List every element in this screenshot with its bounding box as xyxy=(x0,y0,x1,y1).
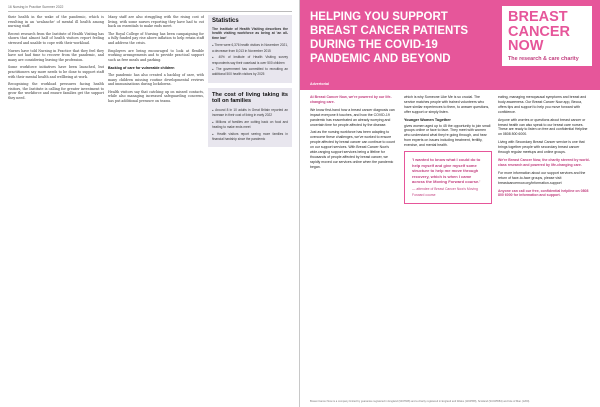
advert-column-3 xyxy=(498,95,590,395)
right-page xyxy=(300,0,600,407)
cost-of-living-box xyxy=(208,88,292,148)
paragraph: eating, managing menopausal symptoms and breast and body awareness. Our Breast Cancer Now app, Becca, offers tips and support to help you move forward with confidence. xyxy=(498,95,587,114)
paragraph: gives women aged up to 45 the opportunity to join small groups online or face to face. They meet with women who understand what they're going through, and hear from experts on issues including treatment, fertility, exercise, and mental health. xyxy=(404,123,491,148)
quote-citation: — attendee of Breast Cancer Now's Moving Forward course xyxy=(412,187,478,197)
cta-heading: We're Breast Cancer Now, the charity steered by world-class research and powered by life-changing care. xyxy=(498,157,590,167)
logo-tagline: The research & care charity xyxy=(508,55,579,62)
paragraph: Recent research from the Institute of Health Visiting has shown that almost half of health visitors report feeling stressed and unable to cope with their workload. xyxy=(8,31,104,45)
paragraph: Recognising the workload pressures facing health visitors, the Institute is calling for greater investment to grow the workforce and ensure families get the support they need. xyxy=(8,82,104,100)
article-column-2 xyxy=(108,15,204,399)
list-item: ● There were 6,376 health visitors in November 2021, a decrease from 8,013 in November 2015 xyxy=(212,43,288,53)
statistics-title: Statistics xyxy=(212,18,239,24)
list-item: ● 40% of Institute of Health Visiting survey respondents say their caseload is over 500 children xyxy=(212,55,288,65)
advert-column-2 xyxy=(404,95,492,395)
list-item: ● The government has committed to recruiting an additional 500 health visitors by 2025 xyxy=(212,67,288,77)
page-folio: 16 Nursing in Practice Summer 2022 xyxy=(8,5,64,9)
paragraph: The Royal College of Nursing has been campaigning for a fully funded pay rise above inflation to help retain staff and address the crisis. xyxy=(108,31,204,45)
paragraph: Many staff are also struggling with the rising cost of living, with some nurses reporting they have had to cut back on essentials to make ends meet. xyxy=(108,15,204,29)
paragraph: The pandemic has also created a backlog of care, with many children missing routine developmental reviews and immunisations during lockdowns. xyxy=(108,72,204,87)
statistics-box xyxy=(208,15,292,83)
cost-of-living-list xyxy=(212,108,288,141)
list-item: ● Around 8 in 10 adults in Great Britain reported an increase in their cost of living in early 2022 xyxy=(212,108,288,118)
paragraph: Employers are being encouraged to look at flexible working arrangements and to provide practical support such as free meals and parking. xyxy=(108,48,204,62)
cost-of-living-title: The cost of living taking its toll on families xyxy=(212,91,288,105)
logo-wordmark: BREAST CANCER NOW xyxy=(508,9,571,54)
paragraph: Nurses have told Nursing in Practice that they feel they have not had time to recover from the pandemic, and many are considering leaving the profession. xyxy=(8,48,104,62)
brand-logo xyxy=(502,6,592,66)
statistics-subtitle: The Institute of Health Visiting describes the health visiting workforce as being at 'an all-time low' xyxy=(212,26,288,40)
sidebar-column xyxy=(208,15,292,399)
paragraph: Anyone with worries or questions about breast cancer or breast health can also speak to our breast care nurses. These are ready to listen on free and confidential Helpline on 0808 800 6000. xyxy=(498,117,588,137)
paragraph: Just as the nursing workforce has been adapting to overcome these challenges, we've worked to ensure people affected by breast cancer can continue to count on our support services. With Breast Cancer Now's wide-ranging support services being a lifeline for thousands of people affected by breast cancer, we rapidly moved our services online when the pandemic began. xyxy=(310,130,395,169)
quote-text: 'I wanted to know what I could do to help myself and give myself some structure to help me move through recovery, which is when I came across the Moving Forward course.' xyxy=(412,157,481,185)
pull-quote xyxy=(404,151,492,204)
lead-paragraph: At Breast Cancer Now, we're powered by our life-changing care. xyxy=(310,95,392,104)
cta-body[interactable]: For more information about our support services and the return of face-to-face groups, please visit breastcancernow.org/information-support xyxy=(498,170,586,185)
charity-footer: Breast Cancer Now is a company limited by guarantee registered in England (9347608) and a charity registered in England and Wales (1160558), Scotland (SC045584) and Isle of Man (1200). xyxy=(310,400,531,403)
helpline-cta: Anyone can call our free, confidential helpline on 0808 800 6000 for information and support. xyxy=(498,188,589,198)
statistics-list xyxy=(212,43,288,76)
article-column-1 xyxy=(8,15,104,399)
paragraph: Living with Secondary Breast Cancer service is one that brings together people with secondary breast cancer through regular meetups and online groups. xyxy=(498,140,585,155)
section-heading: Backlog of care for vulnerable children xyxy=(108,66,175,71)
paragraph: Health visitors say that catching up on missed contacts, while also managing increased safeguarding concerns, has put additional pressure on teams. xyxy=(108,89,204,103)
advertorial-label: Advertorial xyxy=(310,82,329,86)
paragraph: their health in the wake of the pandemic, which is resulting in an 'avalanche' of mental ill health among nursing staff. xyxy=(8,15,104,29)
paragraph: We know first-hand how a breast cancer diagnosis can impact everyone it touches, and how the COVID-19 pandemic has exacerbated an already worrying and uncertain time for people affected by the disease. xyxy=(310,107,395,127)
paragraph: which is why Someone Like Me is so crucial. The service matches people with trained volunteers who have similar experiences to them, to answer questions, offer support or simply listen. xyxy=(404,95,490,114)
section-heading: Younger Women Together xyxy=(404,117,451,122)
top-rule xyxy=(8,11,292,12)
advert-column-1 xyxy=(310,95,398,395)
paragraph: Some workforce initiatives have been launched, but practitioners say more needs to be done to support staff with their mental health and wellbeing at work. xyxy=(8,65,104,79)
list-item: ● Health visitors report seeing more families in financial hardship since the pandemic xyxy=(212,132,288,142)
advert-headline: HELPING YOU SUPPORT BREAST CANCER PATIENTS DURING THE COVID-19 PANDEMIC AND BEYOND xyxy=(310,11,469,65)
list-item: ● Millions of families are cutting back on food and heating to make ends meet xyxy=(212,120,288,130)
